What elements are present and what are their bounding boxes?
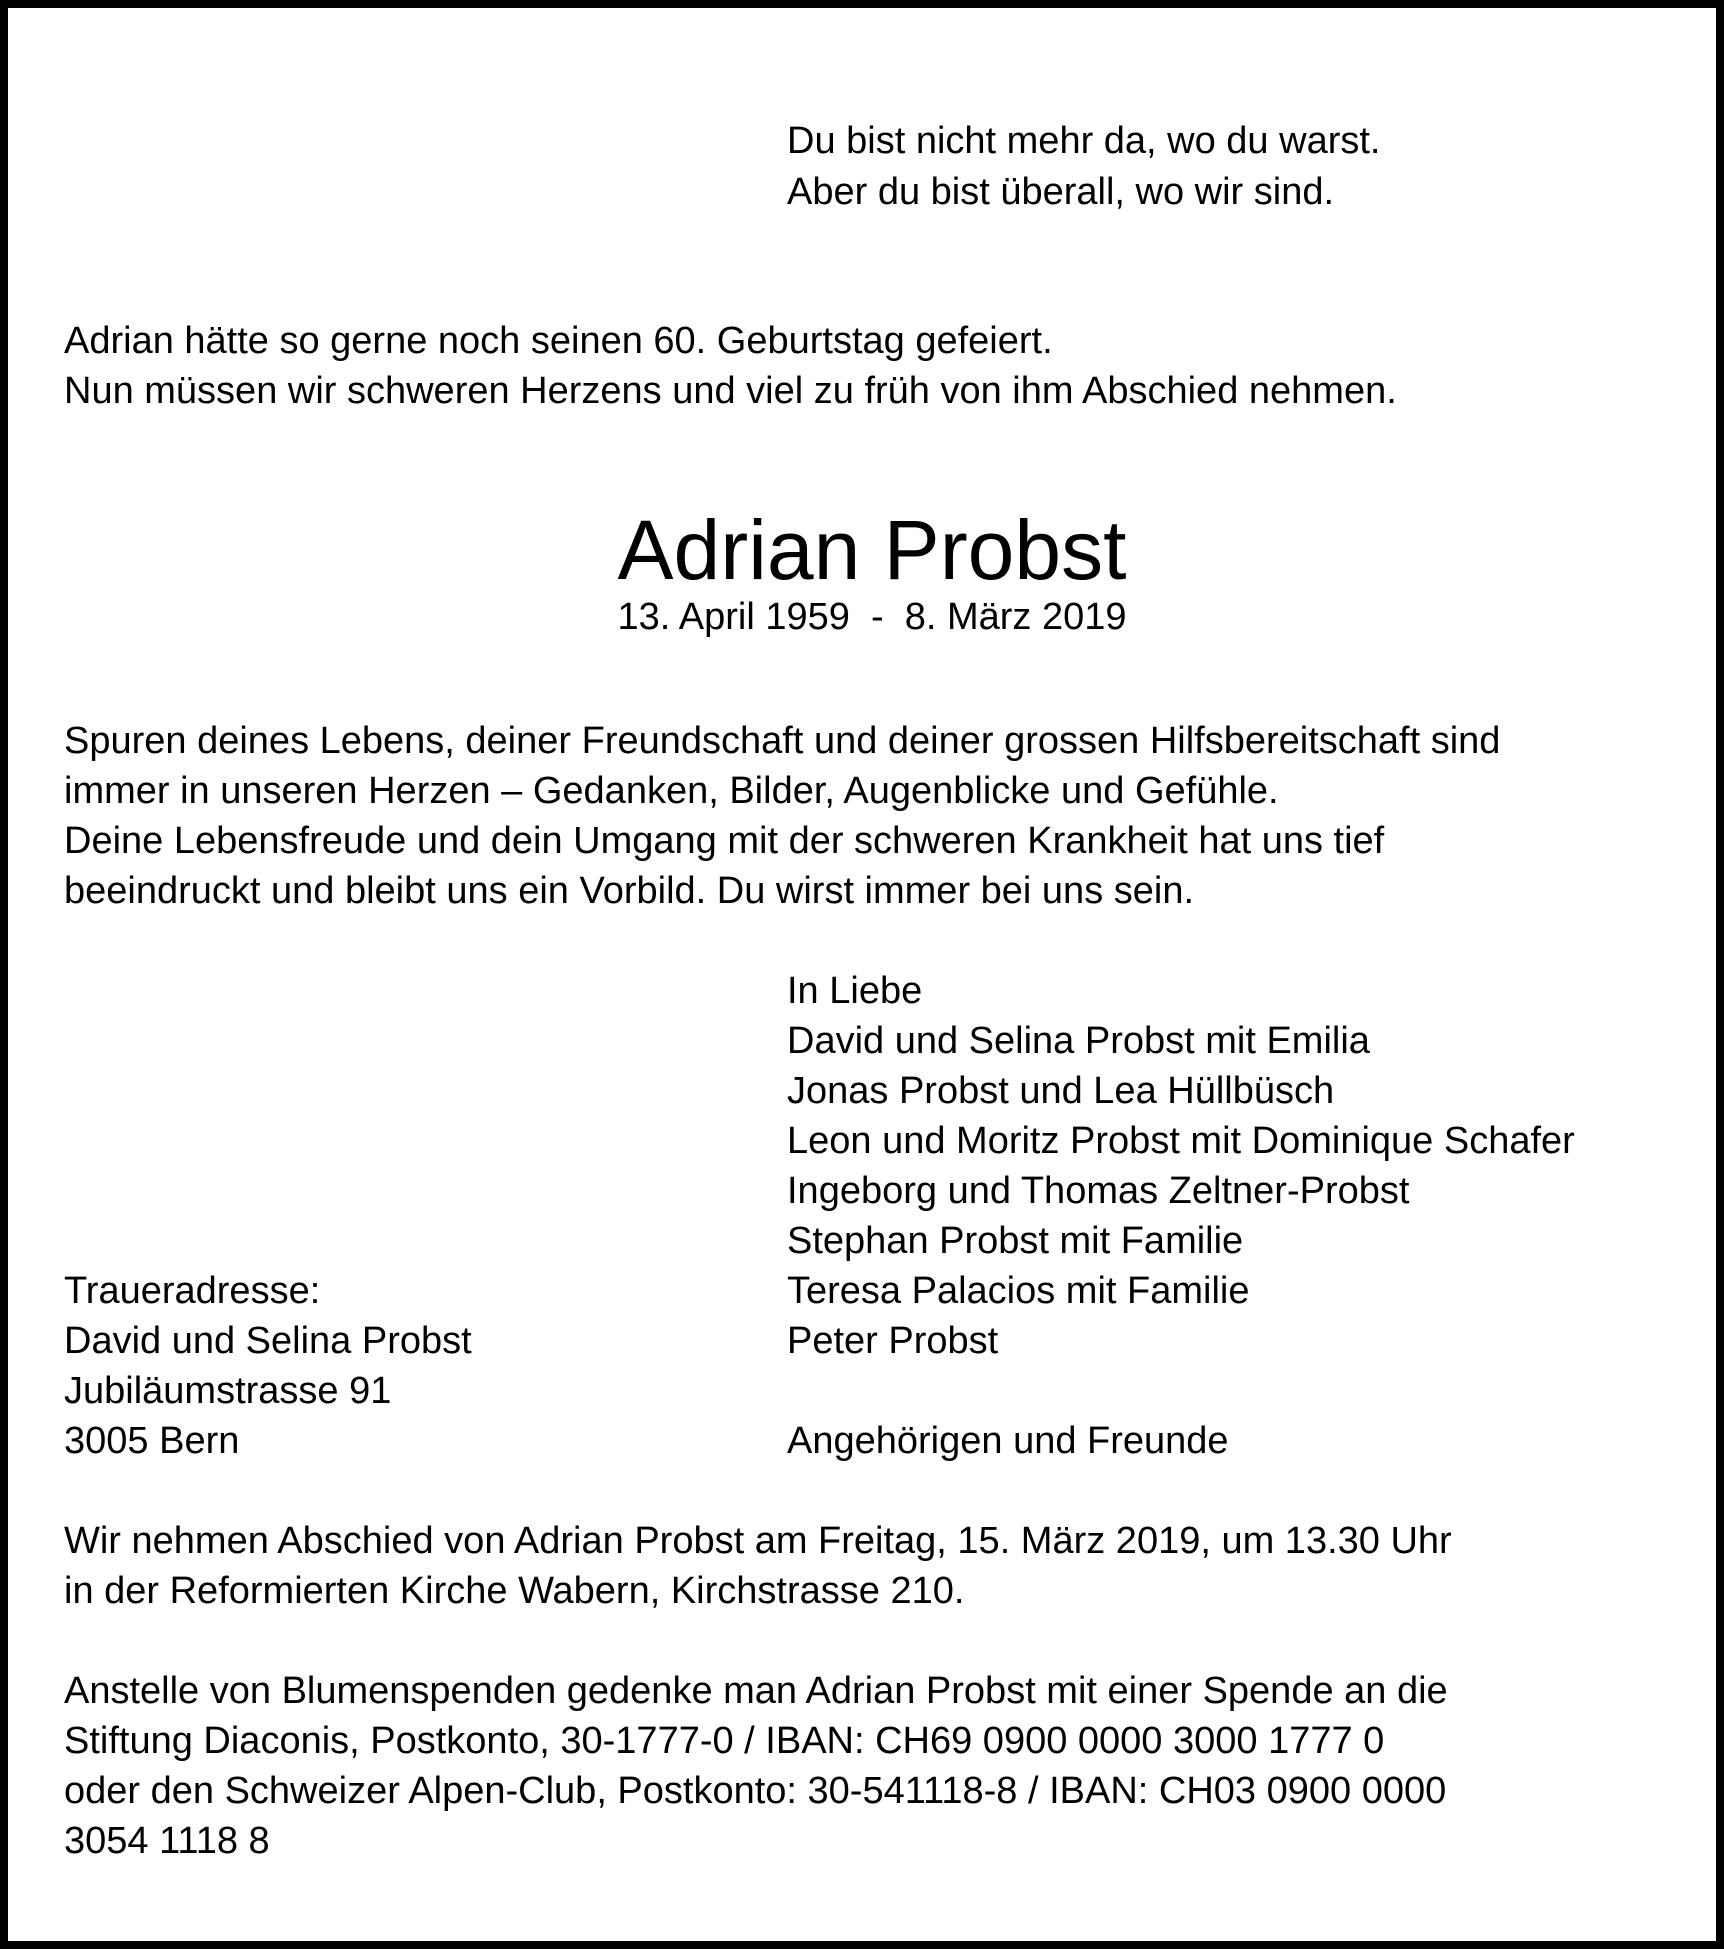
deceased-dates: 13. April 1959 - 8. März 2019 [617, 596, 1127, 638]
service-line-1: Wir nehmen Abschied von Adrian Probst am Freitag, 15. März 2019, um 13.30 Uhr [64, 1520, 1452, 1562]
tribute-line-4: beeindruckt und bleibt uns ein Vorbild. Du wirst immer bei uns sein. [64, 870, 1195, 912]
donation-line-2: Stiftung Diaconis, Postkonto, 30-1777-0 / IBAN: CH69 0900 0000 3000 1777 0 [64, 1720, 1385, 1762]
mourner-name: David und Selina Probst mit Emilia [787, 1020, 1370, 1062]
motto-line-2: Aber du bist überall, wo wir sind. [787, 171, 1335, 213]
mourner-name: Jonas Probst und Lea Hüllbüsch [787, 1070, 1335, 1112]
address-street: Jubiläumstrasse 91 [64, 1370, 392, 1412]
donation-line-3: oder den Schweizer Alpen-Club, Postkonto: 30-541118-8 / IBAN: CH03 0900 0000 [64, 1770, 1447, 1812]
donation-line-4: 3054 1118 8 [64, 1820, 270, 1862]
address-name: David und Selina Probst [64, 1320, 472, 1362]
mourner-name: Peter Probst [787, 1320, 999, 1362]
motto-line-1: Du bist nicht mehr da, wo du warst. [787, 120, 1381, 162]
tribute-line-2: immer in unseren Herzen – Gedanken, Bilder, Augenblicke und Gefühle. [64, 770, 1279, 812]
intro-line-1: Adrian hätte so gerne noch seinen 60. Geburtstag gefeiert. [64, 320, 1053, 362]
mourners-heading: In Liebe [787, 970, 923, 1012]
deceased-name: Adrian Probst [617, 503, 1127, 597]
address-label: Traueradresse: [64, 1270, 321, 1312]
mourner-name: Teresa Palacios mit Familie [787, 1270, 1250, 1312]
intro-line-2: Nun müssen wir schweren Herzens und viel zu früh von ihm Abschied nehmen. [64, 370, 1397, 412]
mourner-name: Leon und Moritz Probst mit Dominique Schafer [787, 1120, 1575, 1162]
mourner-name: Stephan Probst mit Familie [787, 1220, 1244, 1262]
donation-line-1: Anstelle von Blumenspenden gedenke man Adrian Probst mit einer Spende an die [64, 1670, 1448, 1712]
tribute-line-3: Deine Lebensfreude und dein Umgang mit der schweren Krankheit hat uns tief [64, 820, 1385, 862]
address-city: 3005 Bern [64, 1420, 240, 1462]
mourning-address [64, 1266, 472, 1466]
service-line-2: in der Reformierten Kirche Wabern, Kirchstrasse 210. [64, 1570, 965, 1612]
mourner-name: Ingeborg und Thomas Zeltner-Probst [787, 1170, 1410, 1212]
mourners-closing: Angehörigen und Freunde [787, 1420, 1229, 1462]
tribute-line-1: Spuren deines Lebens, deiner Freundschaft und deiner grossen Hilfsbereitschaft sind [64, 720, 1501, 762]
mourners-list [787, 966, 1575, 1366]
